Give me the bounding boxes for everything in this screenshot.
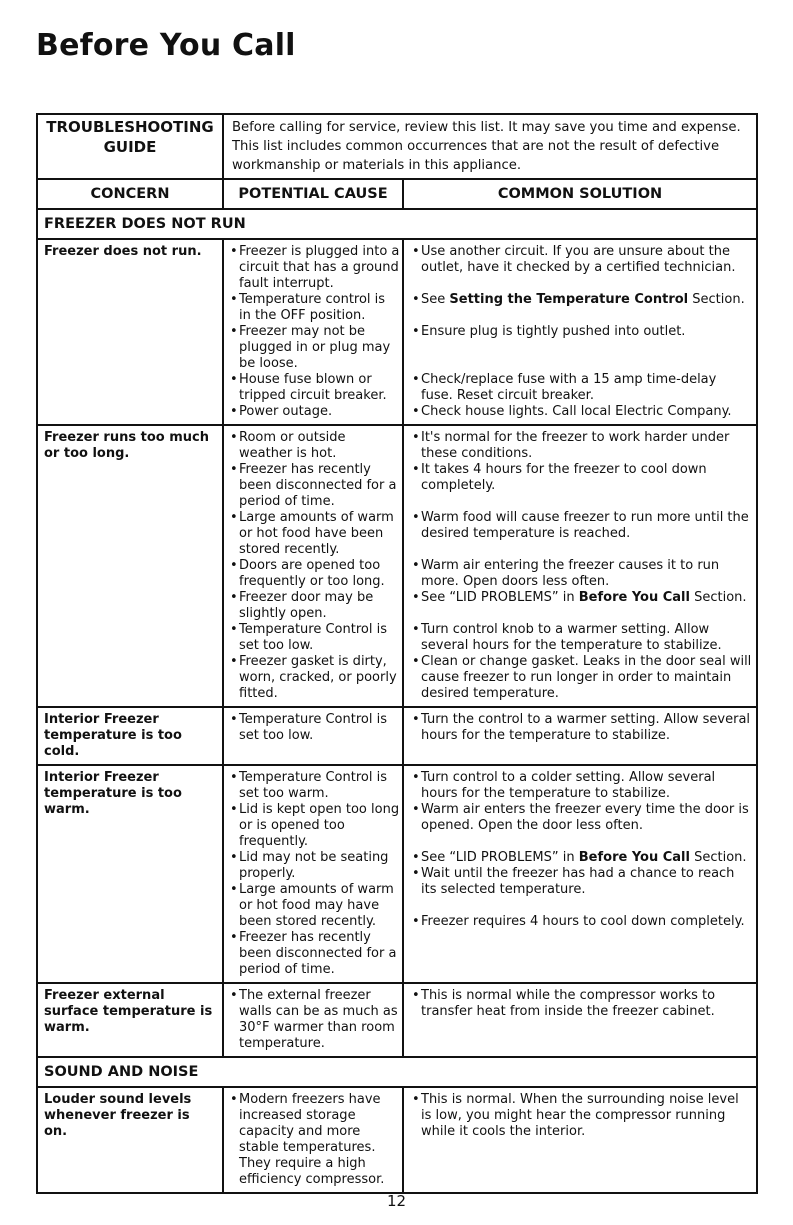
solutions-cell [404, 426, 756, 706]
cause-item: • The external freezer walls can be as much as 30°F warmer than room temperature. [230, 988, 398, 1051]
concern-text: Interior Freezer temperature is too warm. [38, 766, 224, 982]
concern-text: Freezer external surface temperature is warm. [38, 984, 224, 1056]
solutions-cell [404, 1088, 756, 1192]
section-reference: Setting the Temperature Control [449, 292, 689, 307]
solution-item: • Warm air entering the freezer causes it to run more. Open doors less often. [412, 558, 720, 589]
column-header-row [38, 178, 756, 208]
table-row [38, 238, 756, 424]
causes-cell [224, 766, 404, 982]
page-number: 12 [386, 1192, 407, 1210]
solution-item: • This is normal while the compressor works to transfer heat from inside the freezer cabinet. [412, 988, 716, 1019]
troubleshooting-table [36, 113, 758, 1194]
guide-title [38, 115, 224, 178]
solution-item: • Check/replace fuse with a 15 amp time-delay fuse. Reset circuit breaker. [412, 372, 717, 403]
cause-item: • Doors are opened too frequently or too long. [230, 558, 385, 589]
causes-cell [224, 426, 404, 706]
causes-cell [224, 1088, 404, 1192]
cause-item: • Large amounts of warm or hot food have been stored recently. [230, 510, 394, 557]
solution-item: • Turn the control to a warmer setting. Allow several hours for the temperature to stabilize. [412, 712, 751, 743]
causes-cell [224, 984, 404, 1056]
cause-item: • Freezer may not be plugged in or plug may be loose. [230, 324, 391, 371]
section-header [38, 1056, 756, 1086]
solution-item: • See “LID PROBLEMS” in Before You Call Section. [412, 850, 747, 865]
solutions-cell [404, 708, 756, 764]
cause-item: • Power outage. [230, 404, 333, 419]
solution-item: • This is normal. When the surrounding noise level is low, you might hear the compressor running while it cools the interior. [412, 1092, 739, 1139]
solution-item: • See Setting the Temperature Control Section. [412, 292, 745, 307]
section-title: SOUND AND NOISE [44, 1064, 199, 1080]
solutions-cell [404, 240, 756, 424]
concern-text: Freezer does not run. [38, 240, 224, 424]
solution-item: • Freezer requires 4 hours to cool down completely. [412, 914, 745, 929]
guide-title-line2: GUIDE [103, 138, 157, 156]
cause-item: • Temperature Control is set too low. [230, 712, 387, 743]
header-concern: CONCERN [38, 180, 224, 208]
table-row [38, 982, 756, 1056]
cause-item: • Temperature Control is set too warm. [230, 770, 387, 801]
concern-text: Louder sound levels whenever freezer is on. [38, 1088, 224, 1192]
solutions-cell [404, 984, 756, 1056]
solution-item: • Turn control to a colder setting. Allow several hours for the temperature to stabilize. [412, 770, 716, 801]
cause-item: • Lid may not be seating properly. [230, 850, 389, 881]
cause-item: • Modern freezers have increased storage capacity and more stable temperatures. They require a high efficiency compressor. [230, 1092, 385, 1187]
section-reference: Before You Call [578, 590, 690, 605]
cause-item: • Temperature Control is set too low. [230, 622, 387, 653]
solution-item: • Use another circuit. If you are unsure about the outlet, have it checked by a certified technician. [412, 244, 736, 275]
cause-item: • Large amounts of warm or hot food may have been stored recently. [230, 882, 394, 929]
solution-item: • Wait until the freezer has had a chance to reach its selected temperature. [412, 866, 735, 897]
causes-cell [224, 240, 404, 424]
solution-item: • It takes 4 hours for the freezer to cool down completely. [412, 462, 707, 493]
table-row [38, 706, 756, 764]
table-row [38, 1086, 756, 1192]
header-solution: COMMON SOLUTION [497, 186, 663, 202]
solution-item: • Warm food will cause freezer to run more until the desired temperature is reached. [412, 510, 749, 541]
cause-item: • Freezer has recently been disconnected for a period of time. [230, 930, 397, 977]
table-row [38, 764, 756, 982]
concern-text: Interior Freezer temperature is too cold. [38, 708, 224, 764]
guide-header-row [38, 115, 756, 178]
causes-cell [224, 708, 404, 764]
solution-item: • Warm air enters the freezer every time the door is opened. Open the door less often. [412, 802, 749, 833]
cause-item: • Freezer is plugged into a circuit that has a ground fault interrupt. [230, 244, 400, 291]
solutions-cell [404, 766, 756, 982]
cause-item: • Room or outside weather is hot. [230, 430, 346, 461]
cause-item: • Temperature control is in the OFF position. [230, 292, 386, 323]
solution-item: • Turn control knob to a warmer setting. Allow several hours for the temperature to stabilize. [412, 622, 722, 653]
cause-item: • Freezer gasket is dirty, worn, cracked, or poorly fitted. [230, 654, 397, 701]
cause-item: • Lid is kept open too long or is opened too frequently. [230, 802, 400, 849]
page-title: Before You Call [36, 28, 296, 63]
guide-title-line1: TROUBLESHOOTING [46, 118, 214, 136]
cause-item: • Freezer door may be slightly open. [230, 590, 374, 621]
header-cause: POTENTIAL CAUSE [224, 180, 404, 208]
cause-item: • Freezer has recently been disconnected for a period of time. [230, 462, 397, 509]
solution-item: • Clean or change gasket. Leaks in the door seal will cause freezer to run longer in order to maintain desired temperature. [412, 654, 752, 701]
solution-item: • It's normal for the freezer to work harder under these conditions. [412, 430, 730, 461]
section-header [38, 208, 756, 238]
solution-item: • See “LID PROBLEMS” in Before You Call Section. [412, 590, 747, 605]
section-reference: Before You Call [578, 850, 690, 865]
cause-item: • House fuse blown or tripped circuit breaker. [230, 372, 387, 403]
guide-intro: Before calling for service, review this list. It may save you time and expense. This list includes common occurrences that are not the result of defective workmanship or materials in this appliance. [232, 120, 741, 173]
section-title: FREEZER DOES NOT RUN [44, 216, 246, 232]
solution-item: • Ensure plug is tightly pushed into outlet. [412, 324, 686, 339]
solution-item: • Check house lights. Call local Electric Company. [412, 404, 732, 419]
table-row [38, 424, 756, 706]
concern-text: Freezer runs too much or too long. [38, 426, 224, 706]
